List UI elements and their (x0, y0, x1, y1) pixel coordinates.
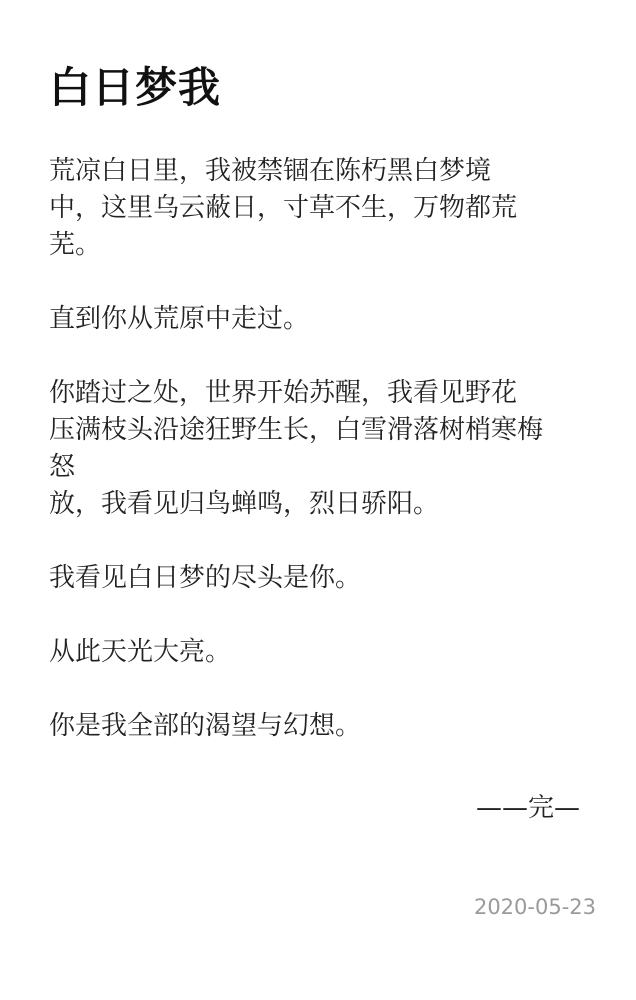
paragraph-4 (49, 560, 594, 597)
article-title: 白日梦我 (49, 63, 222, 112)
paragraph-line: 芜。 (49, 230, 102, 260)
paragraph-5 (49, 634, 594, 671)
paragraph-line: 直到你从荒原中走过。 (49, 304, 310, 334)
publish-date: 2020-05-23 (473, 895, 596, 919)
paragraph-line: 你踏过之处，世界开始苏醒，我看见野花 (49, 378, 518, 408)
paragraph-line: 你是我全部的渴望与幻想。 (49, 711, 362, 741)
paragraph-2 (49, 301, 594, 338)
paragraph-1 (49, 153, 594, 264)
paragraph-line: 放，我看见归鸟蝉鸣，烈日骄阳。 (49, 489, 440, 519)
paragraph-line: 中，这里乌云蔽日，寸草不生，万物都荒 (49, 193, 518, 223)
paragraph-line: 我看见白日梦的尽头是你。 (49, 563, 362, 593)
paragraph-3 (49, 375, 594, 523)
paragraph-line: 荒凉白日里，我被禁锢在陈朽黑白梦境 (49, 156, 492, 186)
paragraph-line: 压满枝头沿途狂野生长，白雪滑落树梢寒梅 (49, 415, 544, 445)
paragraph-line: 怒 (49, 452, 76, 482)
article-body (49, 153, 594, 782)
end-mark: ——完— (475, 793, 580, 823)
paragraph-6 (49, 708, 594, 745)
paragraph-line: 从此天光大亮。 (49, 637, 232, 667)
